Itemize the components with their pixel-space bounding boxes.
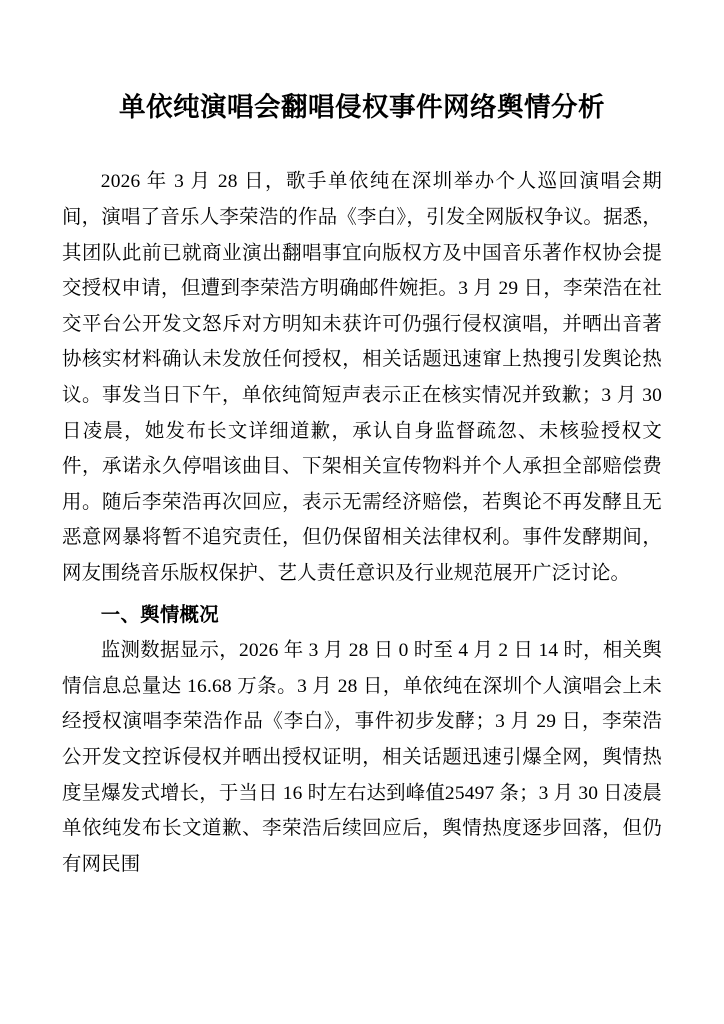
paragraph-intro: 2026 年 3 月 28 日，歌手单依纯在深圳举办个人巡回演唱会期间，演唱了音乐人李荣浩的作品《李白》，引发全网版权争议。据悉，其团队此前已就商业演出翻唱事宜向版权方及中国音乐著作权协会提交授权申请，但遭到李荣浩方明确邮件婉拒。3 月 29 日，李荣浩在社交平台公开发文怒斥对方明知未获许可仍强行侵权演唱，并晒出音著协核实材料确认未发放任何授权，相关话题迅速窜上热搜引发舆论热议。事发当日下午，单依纯简短声表示正在核实情况并致歉；3 月 30 日凌晨，她发布长文详细道歉，承认自身监督疏忽、未核验授权文件，承诺永久停唱该曲目、下架相关宣传物料并个人承担全部赔偿费用。随后李荣浩再次回应，表示无需经济赔偿，若舆论不再发酵且无恶意网暴将暂不追究责任，但仍保留相关法律权利。事件发酵期间，网友围绕音乐版权保护、艺人责任意识及行业规范展开广泛讨论。 <box>62 171 662 584</box>
section-heading-overview: 一、舆情概况 <box>100 603 219 626</box>
page-title: 单依纯演唱会翻唱侵权事件网络舆情分析 <box>119 92 605 122</box>
document-body <box>62 164 662 882</box>
paragraph-overview: 监测数据显示，2026 年 3 月 28 日 0 时至 4 月 2 日 14 时，相关舆情信息总量达 16.68 万条。3 月 28 日，单依纯在深圳个人演唱会上未经授权演唱李荣浩作品《李白》，事件初步发酵；3 月 29 日，李荣浩公开发文控诉侵权并晒出授权证明，相关话题迅速引爆全网，舆情热度呈爆发式增长，于当日 16 时左右达到峰值25497 条；3 月 30 日凌晨单依纯发布长文道歉、李荣浩后续回应后，舆情热度逐步回落，但仍有网民围 <box>62 640 662 875</box>
